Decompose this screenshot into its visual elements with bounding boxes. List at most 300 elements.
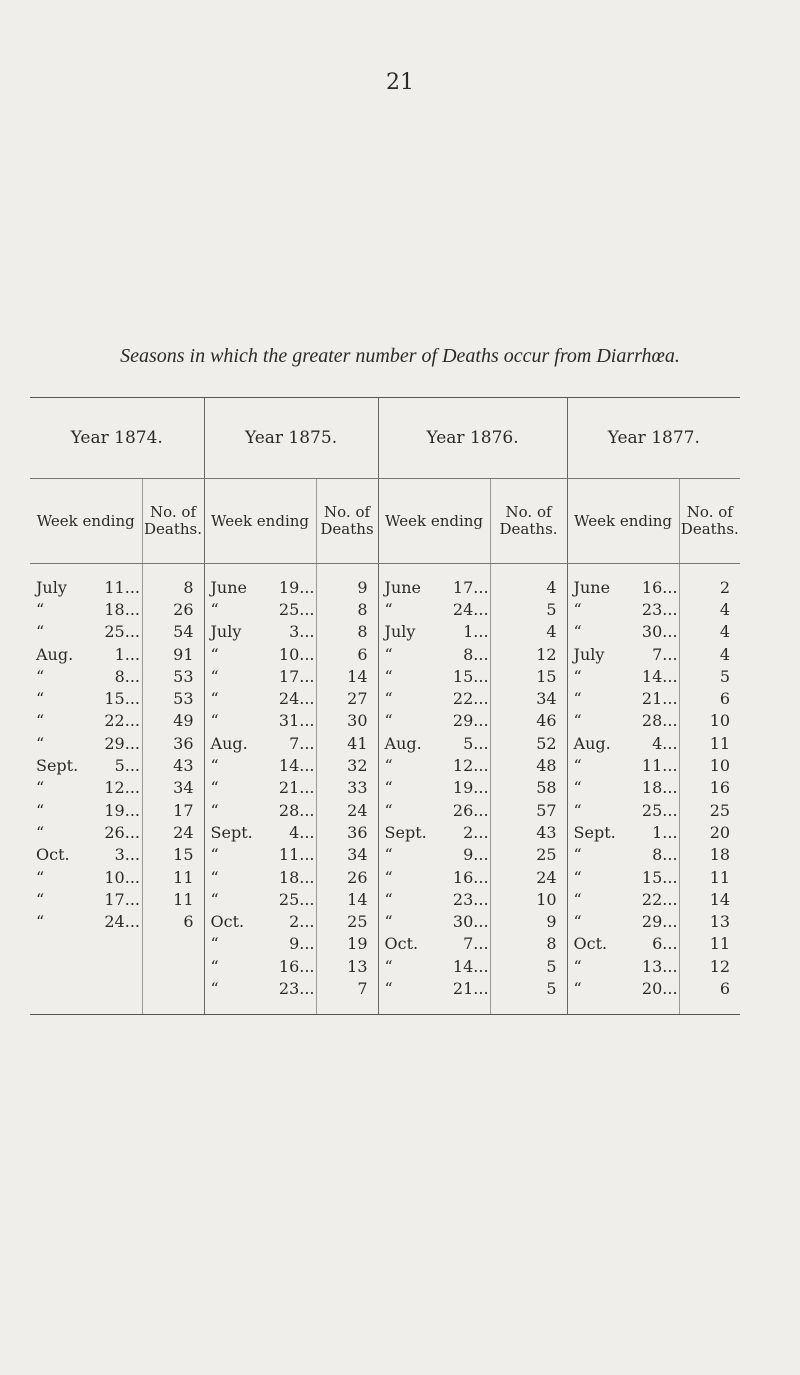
year-header-1875: Year 1875. [204,398,378,479]
month-label: Oct. [210,912,245,932]
week-ending-cell [378,687,490,709]
table-row [30,888,740,910]
month-label: “ [573,845,582,865]
month-label: “ [210,666,219,686]
deaths-header: No. of Deaths. [679,479,740,564]
table-row [30,665,740,687]
week-ending-cell [378,665,490,687]
week-ending-cell [567,598,679,620]
day-label: 14... [641,666,678,686]
deaths-cell [142,933,204,955]
week-ending-cell [204,754,316,776]
deaths-cell: 8 [142,564,204,599]
day-label: 14... [278,756,315,776]
deaths-cell: 5 [719,666,731,686]
month-label: “ [384,800,393,820]
day-label: 10... [278,644,315,664]
deaths-cell: 14 [709,889,731,909]
table-row [30,799,740,821]
week-ending-cell [378,732,490,754]
week-ending-cell [204,732,316,754]
deaths-cell: 57 [490,799,567,821]
year-header-1874: Year 1874. [30,398,204,479]
week-ending-cell [378,933,490,955]
month-label: “ [210,934,219,954]
deaths-cell: 18 [709,845,731,865]
day-label: 17... [452,577,489,597]
deaths-cell: 10 [709,756,731,776]
month-label: “ [210,599,219,619]
month-label: “ [36,666,45,686]
year-header-1876: Year 1876. [378,398,567,479]
month-label: “ [573,711,582,731]
week-ending-cell [204,564,316,599]
week-ending-cell [567,643,679,665]
day-label: 2... [289,912,315,932]
week-ending-cell [378,844,490,866]
month-label: “ [36,689,45,709]
deaths-cell: 9 [490,910,567,932]
day-label: 22... [104,711,140,731]
deaths-cell: 25 [316,910,378,932]
month-label: “ [210,889,219,909]
deaths-cell: 6 [142,910,204,932]
day-label: 21... [641,689,678,709]
week-ending-cell [30,821,142,843]
deaths-cell: 19 [316,933,378,955]
month-label: “ [573,689,582,709]
day-label: 18... [641,778,678,798]
month-label: Sept. [210,822,253,842]
day-label: 2... [463,822,489,842]
deaths-cell: 4 [719,622,731,642]
deaths-cell: 46 [490,710,567,732]
day-label: 19... [452,778,489,798]
month-label: “ [573,889,582,909]
deaths-cell: 13 [316,955,378,977]
month-label: Sept. [573,822,616,842]
deaths-cell: 8 [490,933,567,955]
table-row [30,955,740,977]
month-label: “ [384,756,393,776]
deaths-cell: 91 [142,643,204,665]
deaths-cell: 4 [490,564,567,599]
day-label: 15... [104,689,140,709]
deaths-cell: 15 [490,665,567,687]
month-label: “ [36,822,45,842]
week-ending-cell [30,665,142,687]
week-ending-cell [567,821,679,843]
deaths-cell: 43 [490,821,567,843]
deaths-cell: 10 [490,888,567,910]
deaths-cell: 26 [316,866,378,888]
month-label: “ [36,733,45,753]
month-label: July [36,577,67,597]
week-ending-cell [378,955,490,977]
week-ending-cell [204,821,316,843]
week-ending-header: Week ending [30,479,142,564]
month-label: “ [573,666,582,686]
month-label: Aug. [573,733,611,753]
deaths-cell: 17 [142,799,204,821]
month-label: “ [573,756,582,776]
deaths-cell: 5 [490,977,567,1013]
deaths-cell: 58 [490,777,567,799]
month-label: Aug. [384,733,422,753]
week-ending-cell [378,564,490,599]
deaths-cell: 16 [709,778,731,798]
day-label: 25... [278,599,315,619]
week-ending-cell [204,643,316,665]
deaths-header: No. of Deaths. [490,479,567,564]
deaths-cell: 49 [142,710,204,732]
day-label: 16... [278,956,315,976]
week-ending-cell [378,710,490,732]
week-ending-cell [567,732,679,754]
table-row [30,977,740,1013]
month-label: “ [573,599,582,619]
deaths-cell: 4 [719,644,731,664]
day-label: 17... [278,666,315,686]
month-label: “ [36,599,45,619]
table-body [30,564,740,1014]
deaths-table-container [30,397,740,1015]
month-label: “ [210,800,219,820]
month-label: Aug. [36,644,74,664]
deaths-cell: 6 [719,689,731,709]
month-label: “ [384,711,393,731]
day-label: 24... [278,689,315,709]
week-ending-cell [567,621,679,643]
month-label: “ [210,644,219,664]
month-label: “ [36,711,45,731]
week-ending-cell [30,643,142,665]
deaths-header: No. of Deaths. [142,479,204,564]
week-ending-cell [567,687,679,709]
deaths-cell: 34 [490,687,567,709]
deaths-cell: 20 [709,822,731,842]
week-ending-cell [378,754,490,776]
day-label: 7... [289,733,315,753]
week-ending-cell [567,910,679,932]
table-row [30,564,740,599]
week-ending-cell [204,888,316,910]
day-label: 25... [278,889,315,909]
day-label: 10... [104,867,140,887]
month-label: “ [384,689,393,709]
page-number: 21 [386,70,414,95]
deaths-cell: 53 [142,687,204,709]
day-label: 1... [114,644,140,664]
month-label: “ [210,867,219,887]
day-label: 25... [104,622,140,642]
month-label: June [210,577,248,597]
day-label: 12... [452,756,489,776]
week-ending-cell [30,977,142,1013]
month-label: “ [36,912,45,932]
table-row [30,866,740,888]
week-ending-cell [567,955,679,977]
week-ending-cell [204,665,316,687]
deaths-table [30,398,740,1014]
deaths-cell: 26 [142,598,204,620]
deaths-cell: 4 [490,621,567,643]
table-row [30,687,740,709]
deaths-cell: 12 [709,956,731,976]
table-row [30,621,740,643]
deaths-cell: 43 [142,754,204,776]
deaths-cell: 25 [709,800,731,820]
month-label: July [210,622,242,642]
month-label: Aug. [210,733,248,753]
week-ending-cell [378,598,490,620]
week-ending-cell [204,687,316,709]
deaths-cell: 10 [709,711,731,731]
week-ending-cell [30,777,142,799]
week-ending-cell [567,888,679,910]
deaths-cell: 25 [490,844,567,866]
day-label: 29... [641,912,678,932]
week-ending-cell [204,977,316,1013]
day-label: 15... [452,666,489,686]
day-label: 26... [104,822,140,842]
week-ending-cell [567,710,679,732]
day-label: 11... [278,845,315,865]
month-label: “ [573,956,582,976]
day-label: 30... [452,912,489,932]
month-label: Oct. [384,934,419,954]
table-row [30,732,740,754]
table-row [30,598,740,620]
year-header-row [30,398,740,479]
week-ending-cell [204,910,316,932]
week-ending-cell [378,621,490,643]
day-label: 21... [452,978,489,998]
deaths-cell: 6 [316,643,378,665]
month-label: “ [210,778,219,798]
week-ending-cell [30,844,142,866]
month-label: “ [384,845,393,865]
deaths-cell: 7 [316,977,378,1013]
week-ending-cell [30,799,142,821]
month-label: “ [210,711,219,731]
deaths-cell: 8 [316,621,378,643]
deaths-cell: 41 [316,732,378,754]
day-label: 31... [278,711,315,731]
day-label: 24... [104,912,140,932]
week-ending-cell [378,799,490,821]
deaths-cell: 11 [142,888,204,910]
week-ending-cell [567,799,679,821]
deaths-cell: 5 [490,955,567,977]
day-label: 21... [278,778,315,798]
day-label: 29... [452,711,489,731]
deaths-cell: 36 [316,821,378,843]
month-label: “ [36,622,45,642]
week-ending-cell [204,799,316,821]
deaths-cell: 11 [709,733,731,753]
deaths-cell: 11 [142,866,204,888]
month-label: “ [573,778,582,798]
week-ending-cell [567,777,679,799]
day-label: 20... [641,978,678,998]
month-label: “ [384,912,393,932]
deaths-cell: 4 [719,599,731,619]
day-label: 5... [114,756,140,776]
week-ending-cell [204,844,316,866]
day-label: 17... [104,889,140,909]
week-ending-cell [204,598,316,620]
day-label: 30... [641,622,678,642]
day-label: 23... [641,599,678,619]
day-label: 24... [452,599,489,619]
month-label: June [384,577,422,597]
week-ending-cell [204,621,316,643]
day-label: 11... [104,577,140,597]
week-ending-cell [30,732,142,754]
deaths-cell: 34 [316,844,378,866]
day-label: 8... [652,845,678,865]
month-label: “ [210,978,219,998]
month-label: “ [384,867,393,887]
deaths-cell: 8 [316,598,378,620]
week-ending-cell [30,866,142,888]
deaths-cell: 2 [719,577,731,597]
table-row [30,821,740,843]
day-label: 7... [652,644,678,664]
deaths-cell: 15 [142,844,204,866]
deaths-cell: 24 [490,866,567,888]
month-label: Sept. [384,822,427,842]
month-label: “ [384,889,393,909]
week-ending-cell [567,933,679,955]
deaths-cell: 24 [316,799,378,821]
week-ending-cell [204,866,316,888]
month-label: Oct. [36,845,70,865]
page-title: Seasons in which the greater number of Deaths occur from Diarrhœa. [120,345,680,367]
day-label: 23... [452,889,489,909]
deaths-cell: 34 [142,777,204,799]
week-ending-cell [30,910,142,932]
week-ending-header: Week ending [567,479,679,564]
deaths-cell: 14 [316,665,378,687]
deaths-cell: 12 [490,643,567,665]
day-label: 16... [452,867,489,887]
table-row [30,710,740,732]
day-label: 3... [114,845,140,865]
month-label: Oct. [573,934,608,954]
day-label: 28... [641,711,678,731]
day-label: 13... [641,956,678,976]
month-label: “ [210,845,219,865]
deaths-cell: 54 [142,621,204,643]
week-ending-cell [204,933,316,955]
deaths-cell: 53 [142,665,204,687]
day-label: 12... [104,778,140,798]
month-label: “ [384,956,393,976]
table-row [30,643,740,665]
week-ending-cell [567,754,679,776]
week-ending-cell [378,977,490,1013]
month-label: June [573,577,611,597]
day-label: 25... [641,800,678,820]
day-label: 6... [652,934,678,954]
day-label: 14... [452,956,489,976]
deaths-header: No. of Deaths [316,479,378,564]
month-label: “ [384,599,393,619]
month-label: July [573,644,605,664]
deaths-cell: 30 [316,710,378,732]
week-ending-cell [378,888,490,910]
deaths-cell: 33 [316,777,378,799]
day-label: 11... [641,756,678,776]
day-label: 28... [278,800,315,820]
deaths-cell: 24 [142,821,204,843]
day-label: 22... [641,889,678,909]
week-ending-cell [378,821,490,843]
day-label: 19... [278,577,315,597]
day-label: 3... [289,622,315,642]
week-ending-cell [567,564,679,599]
week-ending-cell [30,598,142,620]
week-ending-header: Week ending [378,479,490,564]
deaths-cell: 11 [709,934,731,954]
day-label: 18... [278,867,315,887]
deaths-cell: 9 [316,564,378,599]
month-label: “ [36,778,45,798]
month-label: Sept. [36,756,79,776]
day-label: 15... [641,867,678,887]
day-label: 29... [104,733,140,753]
deaths-cell [142,955,204,977]
week-ending-cell [567,665,679,687]
day-label: 18... [104,599,140,619]
week-ending-cell [30,933,142,955]
deaths-cell: 6 [719,978,731,998]
day-label: 8... [114,666,140,686]
month-label: July [384,622,416,642]
week-ending-cell [30,710,142,732]
week-ending-cell [30,955,142,977]
month-label: “ [384,778,393,798]
deaths-cell: 27 [316,687,378,709]
week-ending-cell [204,777,316,799]
deaths-cell: 48 [490,754,567,776]
month-label: “ [36,889,45,909]
day-label: 5... [463,733,489,753]
month-label: “ [210,956,219,976]
week-ending-cell [378,910,490,932]
week-ending-cell [30,564,142,599]
day-label: 19... [104,800,140,820]
month-label: “ [573,800,582,820]
month-label: “ [384,644,393,664]
deaths-cell: 5 [490,598,567,620]
week-ending-cell [567,866,679,888]
day-label: 8... [463,644,489,664]
day-label: 16... [641,577,678,597]
month-label: “ [210,689,219,709]
week-ending-cell [30,687,142,709]
deaths-cell: 52 [490,732,567,754]
month-label: “ [573,622,582,642]
month-label: “ [384,666,393,686]
month-label: “ [384,978,393,998]
month-label: “ [573,912,582,932]
year-header-1877: Year 1877. [567,398,740,479]
deaths-cell [142,977,204,1013]
day-label: 22... [452,689,489,709]
